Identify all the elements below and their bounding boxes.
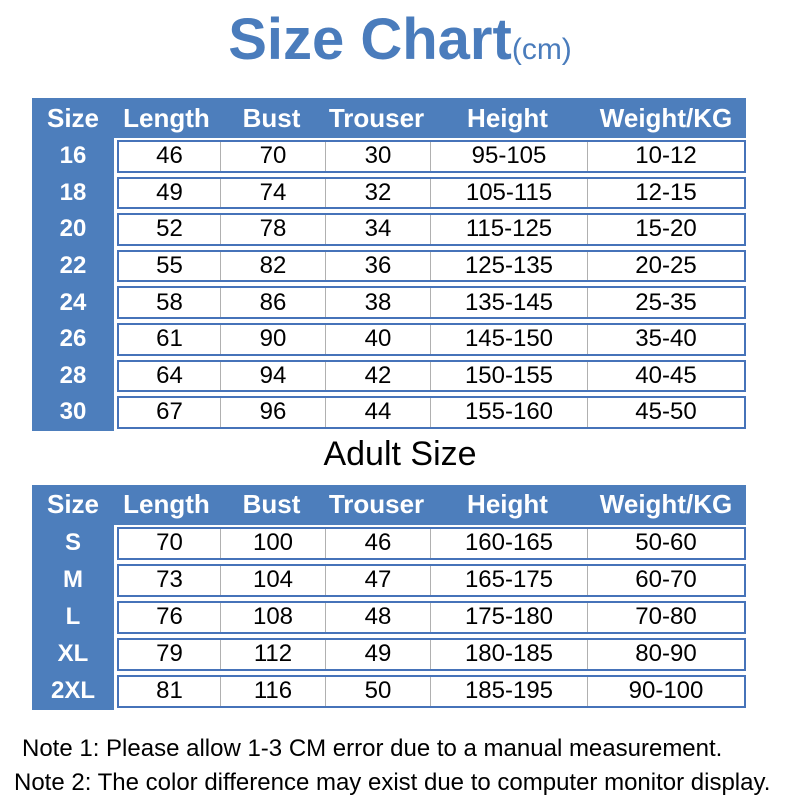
page-title — [0, 4, 800, 86]
kids-table-body — [32, 138, 746, 431]
size-cell: 16 — [32, 138, 114, 175]
data-cell: 135-145 — [430, 288, 587, 317]
column-header-size: Size — [46, 489, 100, 520]
table-row — [32, 562, 746, 599]
row-values — [117, 601, 746, 634]
column-header-length: Length — [123, 102, 210, 133]
data-cell: 116 — [220, 677, 325, 706]
data-cell: 82 — [220, 252, 325, 281]
row-values — [117, 396, 746, 429]
size-chart-page — [0, 4, 800, 800]
data-cell: 46 — [156, 142, 183, 170]
size-cell: 2XL — [32, 673, 114, 710]
data-cell: 46 — [325, 529, 430, 558]
data-cell: 80-90 — [587, 640, 744, 669]
table-row — [32, 599, 746, 636]
adult-table-header-row — [32, 485, 746, 525]
size-cell: 22 — [32, 248, 114, 285]
data-cell: 40-45 — [587, 362, 744, 391]
data-cell: 10-12 — [587, 142, 744, 171]
data-cell: 90 — [220, 325, 325, 354]
data-cell: 60-70 — [587, 566, 744, 595]
row-values — [117, 250, 746, 283]
size-cell: 28 — [32, 358, 114, 395]
data-cell: 81 — [156, 677, 183, 705]
row-values — [117, 213, 746, 246]
column-header-length: Length — [123, 489, 210, 520]
table-row — [32, 175, 746, 212]
data-cell: 35-40 — [587, 325, 744, 354]
data-cell: 20-25 — [587, 252, 744, 281]
table-row — [32, 394, 746, 431]
size-cell: 30 — [32, 394, 114, 431]
data-cell: 44 — [325, 398, 430, 427]
data-cell: 67 — [156, 398, 183, 426]
size-cell: 26 — [32, 321, 114, 358]
row-values — [117, 527, 746, 560]
column-header-weight-kg: Weight/KG — [599, 489, 733, 520]
data-cell: 30 — [325, 142, 430, 171]
size-cell: L — [32, 599, 114, 636]
data-cell: 79 — [156, 640, 183, 668]
column-header-height: Height — [467, 102, 548, 133]
data-cell: 73 — [156, 566, 183, 594]
data-cell: 38 — [325, 288, 430, 317]
table-row — [32, 673, 746, 710]
data-cell: 108 — [220, 603, 325, 632]
notes-section — [14, 732, 800, 800]
size-cell: 20 — [32, 211, 114, 248]
row-values — [117, 675, 746, 708]
data-cell: 12-15 — [587, 179, 744, 208]
data-cell: 61 — [156, 325, 183, 353]
data-cell: 180-185 — [430, 640, 587, 669]
table-row — [32, 321, 746, 358]
table-row — [32, 636, 746, 673]
column-header-bust: Bust — [242, 102, 301, 133]
row-values — [117, 177, 746, 210]
data-cell: 76 — [156, 603, 183, 631]
data-cell: 36 — [325, 252, 430, 281]
data-cell: 74 — [220, 179, 325, 208]
data-cell: 34 — [325, 215, 430, 244]
column-header-bust: Bust — [242, 489, 301, 520]
data-cell: 165-175 — [430, 566, 587, 595]
table-row — [32, 248, 746, 285]
data-cell: 185-195 — [430, 677, 587, 706]
page-title-text: Size Chart — [228, 7, 512, 72]
data-cell: 115-125 — [430, 215, 587, 244]
adult-size-table — [32, 485, 746, 710]
row-values — [117, 140, 746, 173]
column-header-weight-kg: Weight/KG — [599, 102, 733, 133]
data-cell: 42 — [325, 362, 430, 391]
data-cell: 52 — [156, 215, 183, 243]
size-cell: S — [32, 525, 114, 562]
row-values — [117, 323, 746, 356]
column-header-size: Size — [46, 102, 100, 133]
row-values — [117, 360, 746, 393]
data-cell: 47 — [325, 566, 430, 595]
data-cell: 96 — [220, 398, 325, 427]
data-cell: 86 — [220, 288, 325, 317]
data-cell: 49 — [156, 178, 183, 206]
data-cell: 15-20 — [587, 215, 744, 244]
data-cell: 105-115 — [430, 179, 587, 208]
data-cell: 50 — [325, 677, 430, 706]
adult-size-heading: Adult Size — [323, 434, 477, 473]
data-cell: 125-135 — [430, 252, 587, 281]
data-cell: 70 — [156, 529, 183, 557]
size-cell: XL — [32, 636, 114, 673]
column-header-trouser: Trouser — [328, 489, 425, 520]
row-values — [117, 286, 746, 319]
data-cell: 25-35 — [587, 288, 744, 317]
column-header-trouser: Trouser — [328, 102, 425, 133]
data-cell: 45-50 — [587, 398, 744, 427]
data-cell: 160-165 — [430, 529, 587, 558]
data-cell: 55 — [156, 252, 183, 280]
data-cell: 32 — [325, 179, 430, 208]
table-row — [32, 138, 746, 175]
data-cell: 175-180 — [430, 603, 587, 632]
table-row — [32, 525, 746, 562]
table-row — [32, 284, 746, 321]
data-cell: 104 — [220, 566, 325, 595]
data-cell: 70 — [220, 142, 325, 171]
page-title-unit: (cm) — [511, 33, 572, 66]
data-cell: 100 — [220, 529, 325, 558]
kids-table-header-row — [32, 98, 746, 138]
row-values — [117, 638, 746, 671]
data-cell: 155-160 — [430, 398, 587, 427]
adult-table-body — [32, 525, 746, 710]
data-cell: 50-60 — [587, 529, 744, 558]
note-2: Note 2: The color difference may exist due to computer monitor display. — [14, 768, 771, 796]
size-cell: M — [32, 562, 114, 599]
data-cell: 78 — [220, 215, 325, 244]
data-cell: 70-80 — [587, 603, 744, 632]
data-cell: 58 — [156, 288, 183, 316]
data-cell: 40 — [325, 325, 430, 354]
table-row — [32, 358, 746, 395]
data-cell: 94 — [220, 362, 325, 391]
data-cell: 90-100 — [587, 677, 744, 706]
data-cell: 64 — [156, 361, 183, 389]
data-cell: 95-105 — [430, 142, 587, 171]
note-1: Note 1: Please allow 1-3 CM error due to a manual measurement. — [22, 734, 723, 762]
table-row — [32, 211, 746, 248]
data-cell: 49 — [325, 640, 430, 669]
size-cell: 18 — [32, 175, 114, 212]
data-cell: 150-155 — [430, 362, 587, 391]
kids-size-table — [32, 98, 746, 431]
size-cell: 24 — [32, 284, 114, 321]
data-cell: 145-150 — [430, 325, 587, 354]
data-cell: 112 — [220, 640, 325, 669]
row-values — [117, 564, 746, 597]
data-cell: 48 — [325, 603, 430, 632]
column-header-height: Height — [467, 489, 548, 520]
